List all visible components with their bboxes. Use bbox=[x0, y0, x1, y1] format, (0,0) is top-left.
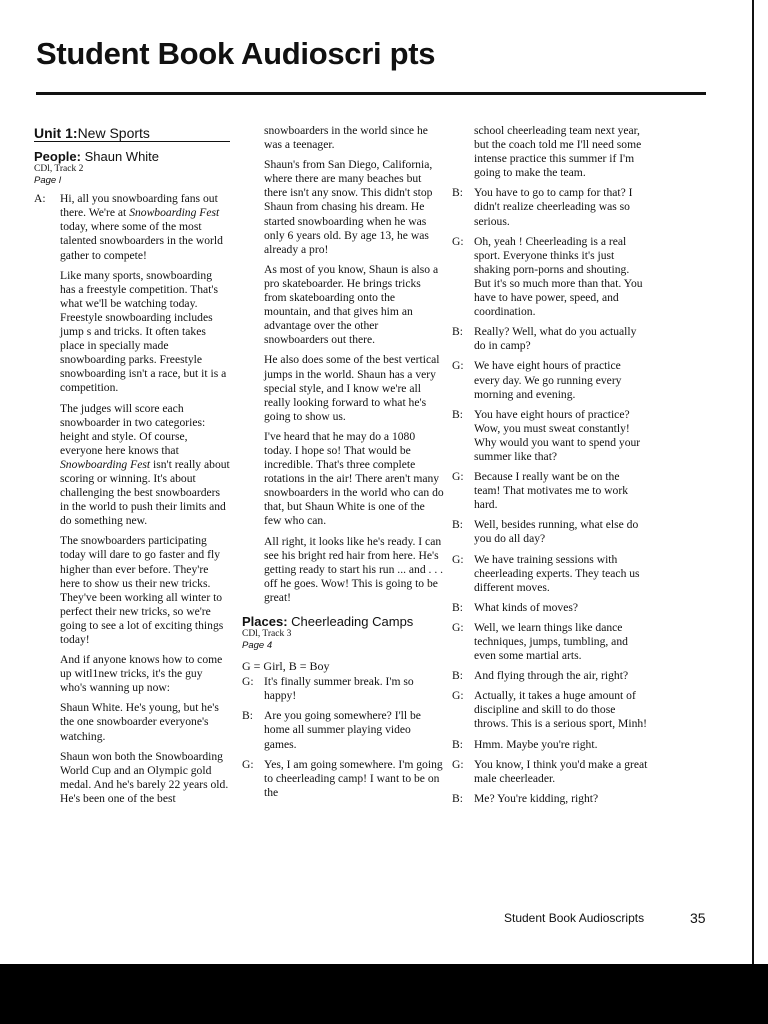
dialogue-line bbox=[452, 235, 648, 320]
page-reference: Page 4 bbox=[242, 640, 273, 652]
dialogue-line bbox=[452, 601, 648, 615]
speaker-label: G: bbox=[452, 552, 464, 566]
speech-text: Hmm. Maybe you're right. bbox=[474, 737, 598, 751]
speaker-label: G: bbox=[452, 234, 464, 248]
speaker-label: G: bbox=[452, 470, 464, 484]
speaker-label: G: bbox=[242, 675, 254, 689]
speech-text: We have training sessions with cheerleading experts. They teach us different moves. bbox=[474, 552, 640, 594]
track-info: CDl, Track 3 bbox=[242, 629, 292, 640]
text-run: isn't really about scoring or winning. It's about challenging the best snowboarders in the world to push their limits and do something new. bbox=[60, 457, 230, 528]
speaker-label: B: bbox=[452, 791, 463, 805]
speaker-label: B: bbox=[452, 186, 463, 200]
text-run: Hi, all you snowboarding fans out there. We're at bbox=[60, 192, 218, 220]
paragraph: school cheerleading team next year, but the coach told me I'll need some intense practice this summer if I'm going to make the team. bbox=[474, 124, 642, 180]
speech-text: Actually, it takes a huge amount of discipline and skill to do those throws. This is a serious sport, Minh! bbox=[474, 689, 648, 731]
section-heading-people bbox=[34, 150, 230, 164]
event-name: Snowboarding Fest bbox=[60, 457, 151, 471]
section-label: People: bbox=[34, 149, 81, 165]
dialogue-line bbox=[452, 359, 648, 401]
column-1 bbox=[34, 124, 230, 806]
unit-name: New Sports bbox=[77, 125, 150, 141]
page-reference: Page l bbox=[34, 175, 61, 187]
dialogue-line bbox=[452, 408, 648, 464]
paragraph: Shaun's from San Diego, California, where there are many beaches but there isn't any snow. This didn't stop Shaun from chasing his dream. He started snowboarding when he was only 6 years old. By age 13, he was already a pro! bbox=[264, 158, 433, 256]
paragraph: As most of you know, Shaun is also a pro skateboarder. He brings tricks from skateboarding onto the mountain, and that gives him an advantage over the other snowboarders out there. bbox=[264, 262, 439, 347]
speaker-line bbox=[34, 192, 230, 262]
paragraph: Shaun White. He's young, but he's the one snowboarder everyone's watching. bbox=[60, 701, 219, 743]
section-heading-places bbox=[242, 615, 444, 629]
dialogue-line bbox=[242, 675, 444, 703]
dialogue-line bbox=[452, 186, 648, 228]
dialogue-line bbox=[452, 738, 648, 752]
speaker-legend: G = Girl, B = Boy bbox=[242, 659, 330, 674]
speech-text: Well, we learn things like dance techniques, jumps, tumbling, and even some martial arts. bbox=[474, 620, 628, 663]
column-2 bbox=[242, 124, 444, 800]
section-name: Cheerleading Camps bbox=[291, 614, 414, 629]
unit-heading bbox=[34, 126, 230, 142]
speech-text: What kinds of moves? bbox=[474, 600, 578, 614]
speech-text: Because I really want be on the team! That motivates me to work hard. bbox=[474, 470, 629, 512]
paragraph: All right, it looks like he's ready. I can see his bright red hair from here. He's getting ready to start his run ... and . . . off he goes. Wow! This is going to be great! bbox=[264, 534, 444, 604]
speech-text: Really? Well, what do you actually do in camp? bbox=[474, 325, 637, 353]
speech-text: Oh, yeah ! Cheerleading is a real sport. Everyone thinks it's just shaking porn-porns and shouting. But it's so much more than that. You have to have power, speed, and coordination. bbox=[474, 234, 643, 319]
speech-text: You have eight hours of practice? Wow, you must sweat constantly! Why would you want to spend your summer like that? bbox=[474, 407, 641, 463]
dialogue-line bbox=[452, 758, 648, 786]
page-number: 35 bbox=[690, 910, 706, 926]
dialogue-list bbox=[452, 186, 648, 806]
speech-text: It's finally summer break. I'm so happy! bbox=[264, 675, 414, 703]
speech-text: You have to go to camp for that? I didn't realize cheerleading was so serious. bbox=[474, 186, 633, 228]
dialogue-line bbox=[452, 553, 648, 595]
dialogue-line bbox=[452, 621, 648, 663]
speaker-label: B: bbox=[452, 737, 463, 751]
paragraph bbox=[34, 402, 230, 529]
dialogue-line bbox=[452, 669, 648, 683]
speech-text: Me? You're kidding, right? bbox=[474, 791, 599, 805]
speech-text: And flying through the air, right? bbox=[474, 669, 629, 683]
page-title: Student Book Audioscri pts bbox=[36, 36, 436, 71]
speech-text bbox=[60, 192, 230, 262]
track-info: CDl, Track 2 bbox=[34, 164, 84, 175]
paragraph: Like many sports, snowboarding has a freestyle competition. That's what we'll be watching today. Freestyle snowboarding includes jump s and tricks. It often takes place in specially made snowboarding parks. Freestyle snowboarding isn't a race, but it is a competition. bbox=[60, 268, 227, 395]
speech-text: Well, besides running, what else do you do all day? bbox=[474, 518, 639, 546]
paragraph: snowboarders in the world since he was a teenager. bbox=[264, 124, 428, 152]
speaker-label: B: bbox=[452, 518, 463, 532]
speaker-label: G: bbox=[242, 757, 254, 771]
speaker-label: B: bbox=[242, 709, 253, 723]
event-name: Snowboarding Fest bbox=[129, 206, 220, 220]
section-label: Places: bbox=[242, 614, 288, 629]
bottom-band bbox=[0, 964, 768, 1024]
paragraph: He also does some of the best vertical jumps in the world. Shaun has a very special style, and I know we're all really looking forward to what he's going to show us. bbox=[264, 353, 440, 423]
speaker-label: B: bbox=[452, 407, 463, 421]
speaker-label: G: bbox=[452, 757, 464, 771]
page-edge-line bbox=[752, 0, 754, 1024]
speaker-label: A: bbox=[34, 192, 46, 206]
speech-text: We have eight hours of practice every day. We go running every morning and evening. bbox=[474, 359, 622, 401]
speaker-label: B: bbox=[452, 325, 463, 339]
speaker-label: B: bbox=[452, 669, 463, 683]
speech-text: You know, I think you'd make a great male cheerleader. bbox=[474, 757, 648, 785]
speaker-label: B: bbox=[452, 600, 463, 614]
paragraph: I've heard that he may do a 1080 today. I hope so! That would be incredible. That's three complete rotations in the air! There aren't many snowboarders in the world who can do that, but Shaun White is one of the few who can. bbox=[264, 429, 444, 528]
section-name: Shaun White bbox=[84, 149, 160, 165]
text-run: today, where some of the most talented snowboarders in the world gather to compete! bbox=[60, 220, 223, 262]
footer-label: Student Book Audioscripts bbox=[504, 911, 645, 925]
dialogue-line bbox=[242, 709, 444, 751]
paragraph: Shaun won both the Snowboarding World Cup and an Olympic gold medal. And he's barely 22 years old. He's been one of the best bbox=[60, 749, 229, 805]
dialogue-line bbox=[452, 689, 648, 731]
dialogue-line bbox=[452, 792, 648, 806]
speech-text: Yes, I am going somewhere. I'm going to cheerleading camp! I want to be on the bbox=[264, 757, 443, 799]
dialogue-line bbox=[452, 325, 648, 353]
text-run: The judges will score each snowboarder in two categories: height and style. Of course, everyone here knows that bbox=[60, 401, 206, 457]
paragraph: The snowboarders participating today will dare to go faster and fly higher than ever before. They're here to show us their new tricks. They've been working all winter to perfect their new tricks, so we're going to see a lot of exciting things today! bbox=[60, 534, 224, 646]
speaker-label: G: bbox=[452, 620, 464, 634]
dialogue-line bbox=[242, 758, 444, 800]
speech-text: Are you going somewhere? I'll be home all summer playing video games. bbox=[264, 709, 421, 751]
dialogue-line bbox=[452, 470, 648, 512]
column-3 bbox=[452, 124, 648, 806]
dialogue-line bbox=[452, 518, 648, 546]
paragraph: And if anyone knows how to come up witl1new tricks, it's the guy who's wanning up now: bbox=[60, 653, 223, 695]
unit-label: Unit 1: bbox=[34, 125, 78, 141]
title-rule bbox=[36, 92, 706, 95]
speaker-label: G: bbox=[452, 689, 464, 703]
speaker-label: G: bbox=[452, 359, 464, 373]
